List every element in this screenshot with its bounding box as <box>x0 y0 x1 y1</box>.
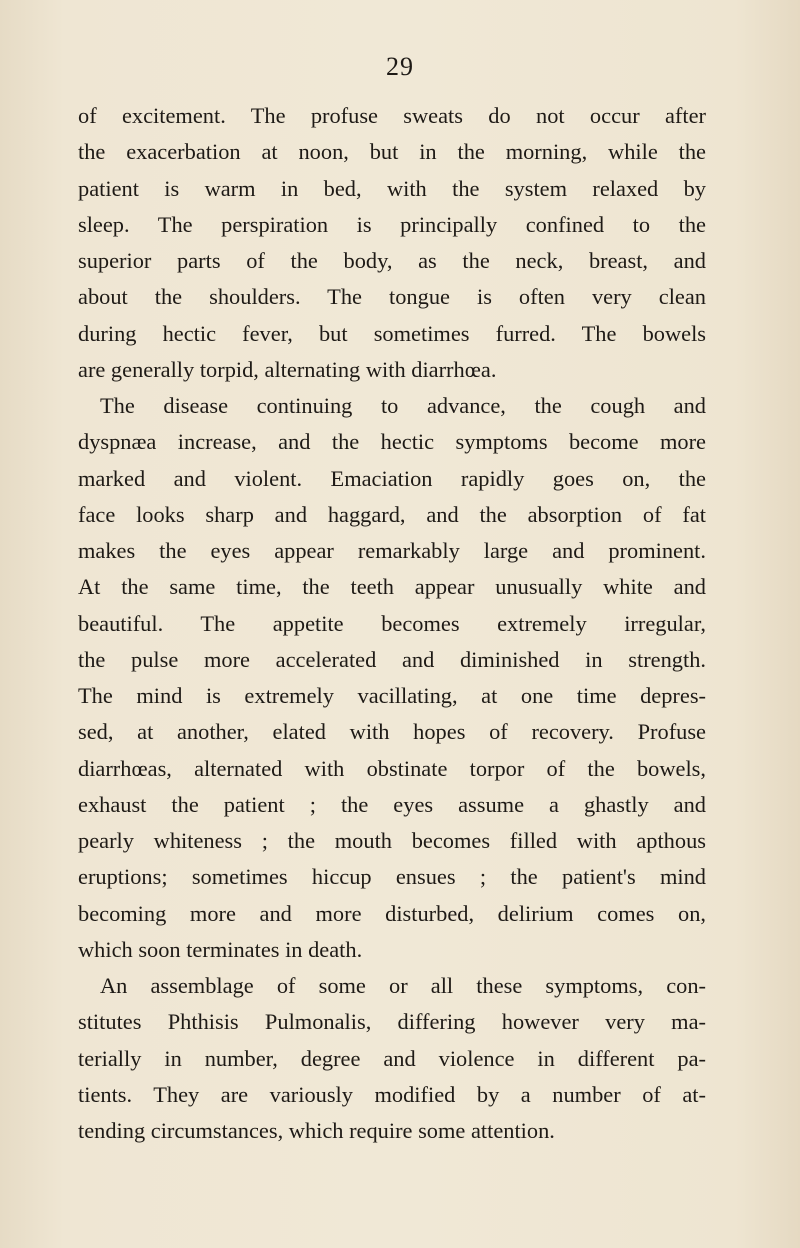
text-line: during hectic fever, but sometimes furred. The bowels <box>78 320 706 346</box>
text-line: sleep. The perspiration is principally confined to the <box>78 211 706 237</box>
text-line: diarrhœas, alternated with obstinate torpor of the bowels, <box>78 755 706 781</box>
text-line: superior parts of the body, as the neck, breast, and <box>78 248 706 273</box>
text-line: of excitement. The profuse sweats do not occur after <box>78 103 706 128</box>
text-line: pearly whiteness ; the mouth becomes filled with apthous <box>78 828 706 853</box>
text-line: tending circumstances, which require some attention. <box>78 1118 555 1143</box>
text-line: eruptions; sometimes hiccup ensues ; the patient's mind <box>78 864 706 890</box>
text-line: exhaust the patient ; the eyes assume a ghastly and <box>78 791 706 817</box>
text-line: are generally torpid, alternating with diarrhœa. <box>78 356 497 382</box>
text-line: An assemblage of some or all these symptoms, con- <box>100 973 706 998</box>
text-line: tients. They are variously modified by a number of at- <box>78 1081 706 1107</box>
text-line: which soon terminates in death. <box>78 936 363 962</box>
text-line: sed, at another, elated with hopes of recovery. Profuse <box>78 719 706 745</box>
text-line: patient is warm in bed, with the system relaxed by <box>78 175 706 201</box>
text-line: becoming more and more disturbed, delirium comes on, <box>78 900 706 926</box>
paragraph <box>78 968 706 1149</box>
text-line: dyspnæa increase, and the hectic symptoms become more <box>78 429 706 455</box>
text-line: the exacerbation at noon, but in the morning, while the <box>78 139 706 165</box>
text-line: The mind is extremely vacillating, at one time depres- <box>78 683 706 708</box>
paragraph <box>78 388 706 968</box>
text-line: terially in number, degree and violence in different pa- <box>78 1045 706 1071</box>
body-text <box>78 98 706 1149</box>
text-line: At the same time, the teeth appear unusually white and <box>78 574 706 600</box>
page-number: 29 <box>386 52 414 81</box>
text-line: about the shoulders. The tongue is often very clean <box>78 284 706 310</box>
text-line: beautiful. The appetite becomes extremely irregular, <box>78 610 706 636</box>
text-line: makes the eyes appear remarkably large and prominent. <box>78 538 706 563</box>
text-line: The disease continuing to advance, the cough and <box>100 393 706 418</box>
text-line: the pulse more accelerated and diminished in strength. <box>78 646 706 672</box>
text-line: face looks sharp and haggard, and the absorption of fat <box>78 501 706 527</box>
text-line: stitutes Phthisis Pulmonalis, differing however very ma- <box>78 1009 706 1035</box>
paragraph <box>78 98 706 388</box>
text-line: marked and violent. Emaciation rapidly goes on, the <box>78 465 706 491</box>
